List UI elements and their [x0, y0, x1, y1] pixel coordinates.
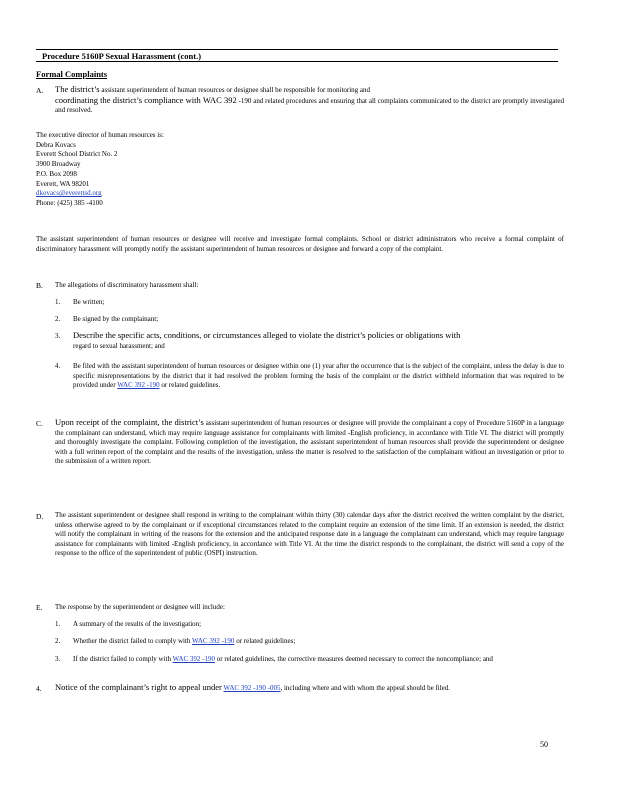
address-line: 3900 Broadway: [36, 160, 81, 169]
list-number: 4.: [55, 362, 61, 370]
list-number: 4.: [36, 684, 42, 693]
list-item-text: or related guidelines, the corrective measures deemed necessary to correct the noncompliance; and: [215, 655, 493, 663]
header-bar: Procedure 5160P Sexual Harassment (cont.): [36, 49, 558, 62]
address-phone: Phone: (425) 385 -4100: [36, 198, 103, 207]
paragraph-b: The allegations of discriminatory harassment shall:: [55, 281, 199, 289]
list-item-text: Whether the district failed to comply with: [73, 637, 191, 645]
item-label-b: B.: [36, 281, 43, 290]
page-number: 50: [540, 740, 548, 749]
wac-link[interactable]: WAC 392 -190: [192, 637, 235, 645]
list-item: Be written;: [73, 298, 105, 306]
address-line: Everett School District No. 2: [36, 150, 118, 159]
paragraph-assistant: The assistant superintendent of human resources or designee will receive and investigate formal complaints. School or district administrators who receive a formal complaint of discriminatory harassment will promptly notify the assistant superintendent of human resources or designee and forward a copy of the complaint.: [36, 235, 564, 253]
list-number: 2.: [55, 315, 61, 323]
item-label-d: D.: [36, 512, 44, 521]
item-label-a: A.: [36, 86, 44, 95]
address-line: Everett, WA 98201: [36, 179, 90, 188]
paragraph-a: [55, 85, 564, 116]
item-label-e: E.: [36, 603, 43, 612]
list-item: [73, 655, 564, 665]
list-number: 1.: [55, 620, 61, 628]
list-item-text: Be filed with the assistant superintendent of human resources or designee within one (1) year after the occurrence that is the subject of the complaint, unless the delay is due to specific misrepresentations by the district that it had resolved the problem forming the basis of the complaint or the district withheld information that was required to be provided under: [73, 362, 564, 390]
wac-link[interactable]: WAC 392 -190: [172, 655, 215, 663]
list-item-lead: Notice of the complainant’s right to appeal under: [55, 682, 222, 692]
list-item-text: , including where and with whom the appeal should be filed.: [280, 684, 450, 692]
paragraph-c-text: assistant superintendent of human resources or designee will provide the complainant a copy of Procedure 5160P in a language the complainant can understand, which may require language assistance for complainants with limited -English proficiency, in accordance with Title VI. The district will promptly and thoroughly investigate the complaint. Following completion of the investigation, the assistant superintendent of human resources shall provide the superintendent or designee with a full written report of the complaint and the results of the investigation, unless the matter is resolved to the satisfaction of the complainant without an investigation or prior to the submission of a written report.: [55, 419, 564, 466]
paragraph-a-lead2: coordinating the district’s compliance with WAC 392: [55, 94, 237, 105]
list-number: 2.: [55, 637, 61, 645]
list-number: 3.: [55, 655, 61, 663]
list-item-text: If the district failed to comply with: [73, 655, 171, 663]
paragraph-a-lead: The district’s: [55, 84, 100, 94]
list-item-text: regard to sexual harassment; and: [73, 341, 165, 350]
email-link[interactable]: dkovacs@everettsd.org: [36, 189, 102, 198]
paragraph-e: The response by the superintendent or designee will include:: [55, 603, 225, 611]
paragraph-c: [55, 418, 564, 467]
list-item: [73, 331, 564, 351]
list-item-text: or related guidelines.: [159, 381, 221, 390]
list-number: 3.: [55, 332, 61, 340]
contact-address: [36, 131, 164, 209]
list-number: 1.: [55, 298, 61, 306]
paragraph-a-text2: -190 and related procedures and ensuring that all complaints communicated to the district are promptly investigated and resolved.: [55, 96, 564, 115]
list-item: Be signed by the complainant;: [73, 315, 159, 323]
list-item: [73, 637, 564, 647]
paragraph-c-lead: Upon receipt of the complaint, the district’s: [55, 417, 204, 427]
list-item: [55, 683, 564, 694]
address-line: The executive director of human resources is:: [36, 131, 164, 139]
wac-link[interactable]: WAC 392 -190: [117, 381, 160, 390]
item-label-c: C.: [36, 419, 43, 428]
address-line: P.O. Box 2098: [36, 169, 77, 178]
list-item-text: or related guidelines;: [234, 637, 296, 645]
address-line: Debra Kovacs: [36, 140, 76, 149]
paragraph-a-text1: assistant superintendent of human resources or designee shall be responsible for monitoring and: [99, 86, 371, 94]
paragraph-d: The assistant superintendent or designee shall respond in writing to the complainant within thirty (30) calendar days after the district received the written complaint by the district, unless otherwise agreed to by the complainant or if exceptional circumstances related to the complaint require an extension of the time limit. If an extension is needed, the district will notify the complainant in writing of the reasons for the extension and the anticipated response date in a language the complainant can understand, which may require language assistance for complainants with limited -English proficiency, in accordance with Title VI. At the time the district responds to the complainant, the district will send a copy of the response to the office of the superintendent of public (OSPI) instruction.: [55, 511, 564, 558]
list-item: [73, 362, 564, 391]
list-item-lead: Describe the specific acts, conditions, or circumstances alleged to violate the district’s policies or obligations with: [73, 330, 461, 340]
list-item: A summary of the results of the investigation;: [73, 620, 202, 628]
wac-link[interactable]: WAC 392 -190 -005: [223, 684, 281, 692]
section-title: Formal Complaints: [36, 69, 108, 79]
